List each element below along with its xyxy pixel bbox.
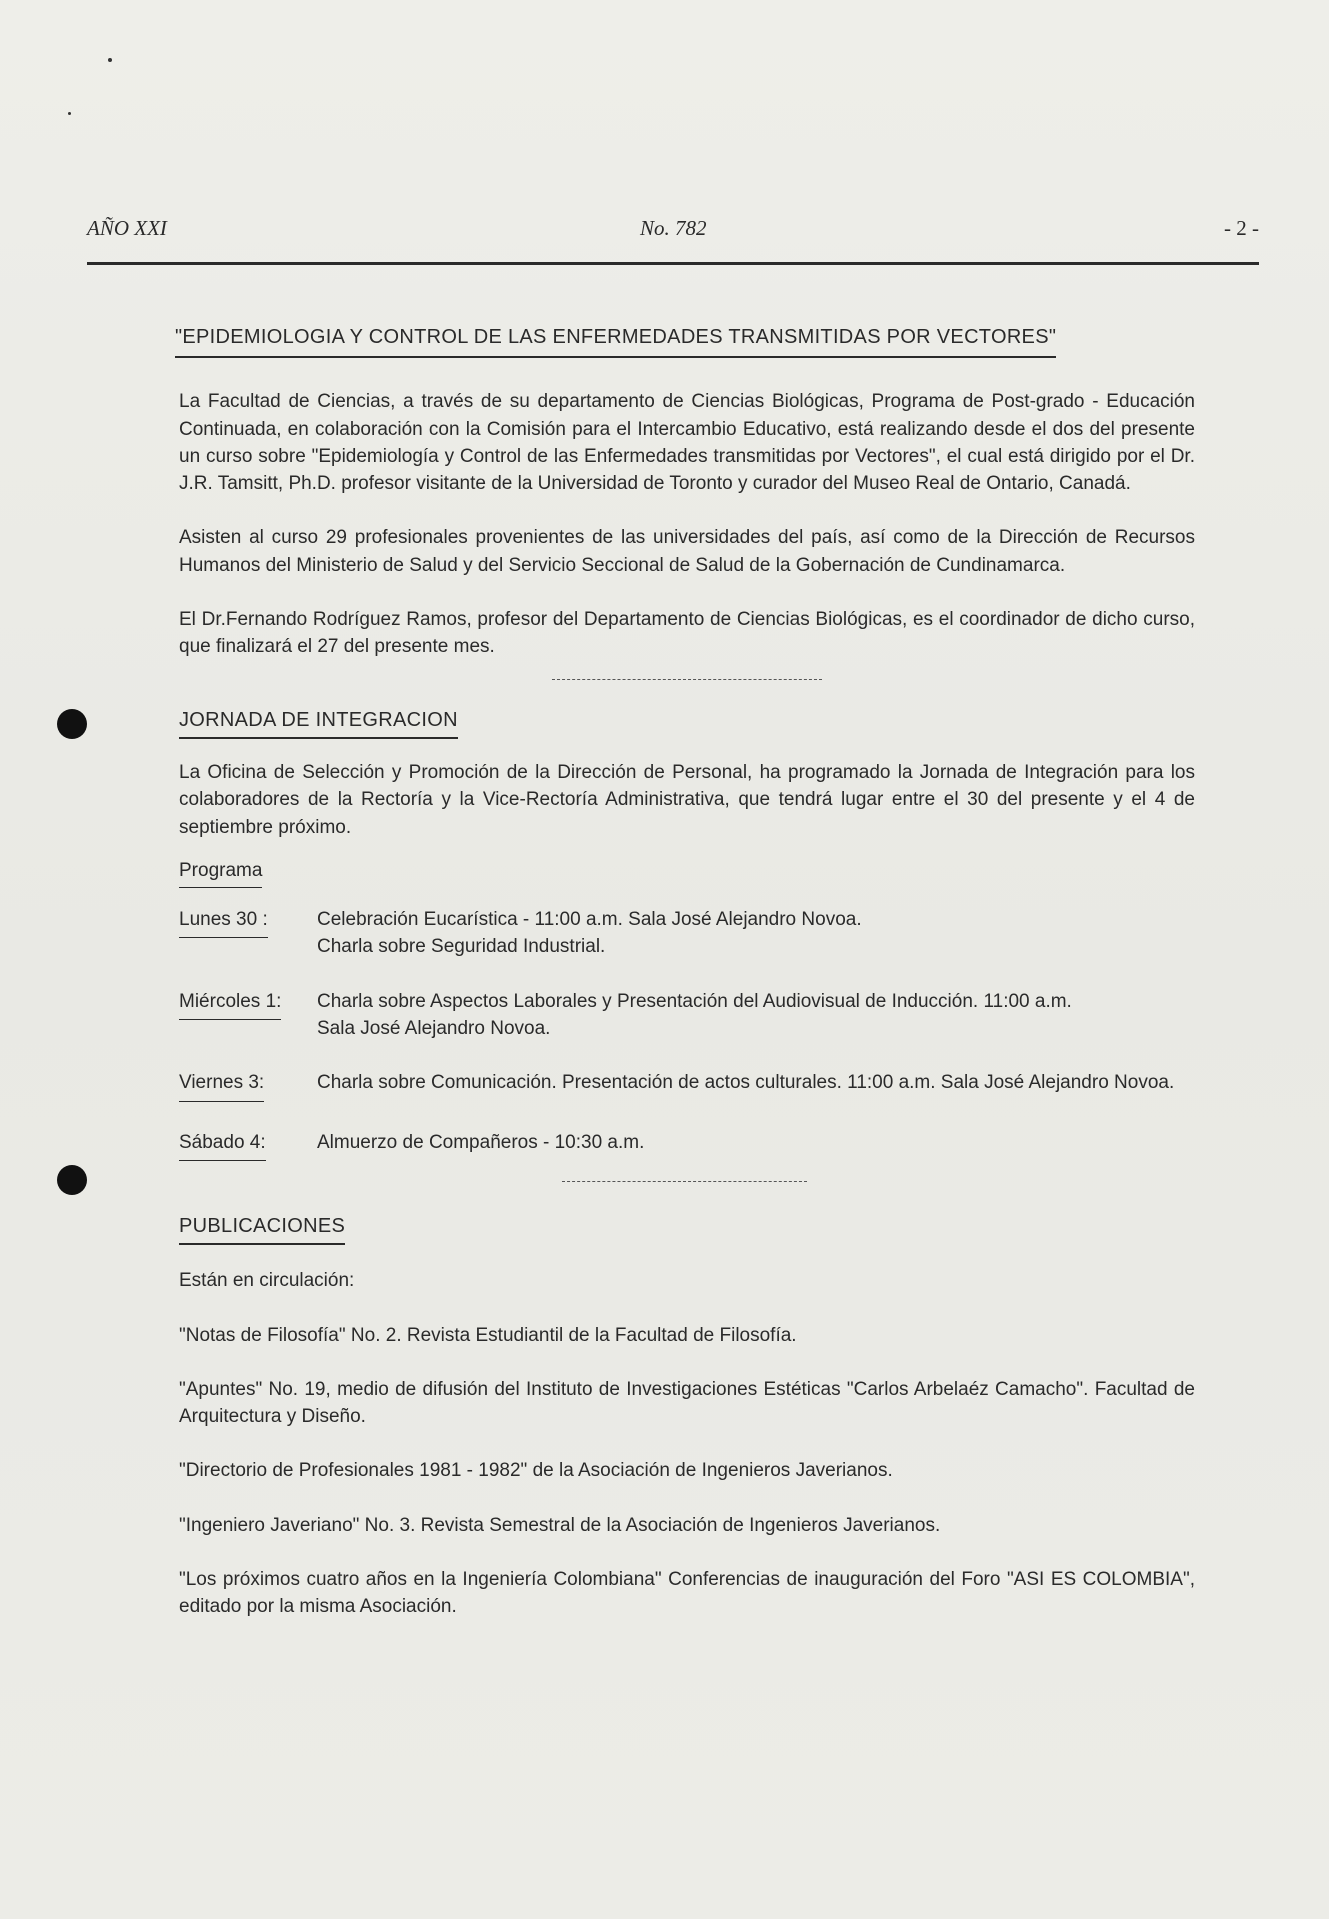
- publication-item: "Ingeniero Javeriano" No. 3. Revista Semestral de la Asociación de Ingenieros Javerianos.: [179, 1514, 941, 1536]
- schedule-day-label: Sábado 4:: [179, 1129, 266, 1161]
- article-paragraph: La Oficina de Selección y Promoción de la Dirección de Personal, ha programado la Jornada de Integración para los colaboradores de la Rectoría y la Vice-Rectoría Administrativa, que tendrá lugar entre el 30 del presente y el 4 de septiembre próximo.: [179, 761, 1195, 838]
- paper-speck: [68, 112, 71, 115]
- schedule-day: [179, 1069, 317, 1101]
- section-separator: [552, 679, 822, 681]
- schedule-day-label: Viernes 3:: [179, 1069, 264, 1101]
- article-paragraph: El Dr.Fernando Rodríguez Ramos, profesor del Departamento de Ciencias Biológicas, es el coordinador de dicho curso, que finalizará el 27 del presente mes.: [179, 609, 1195, 658]
- program-label: Programa: [179, 857, 262, 888]
- article-paragraph: Asisten al curso 29 profesionales provenientes de las universidades del país, así como de la Dirección de Recursos Humanos del Ministerio de Salud y del Servicio Seccional de Salud de la Gobernación de Cundinamarca.: [179, 527, 1195, 576]
- article-epidemiologia: [175, 324, 1195, 661]
- schedule-row: [179, 1069, 1195, 1101]
- schedule-day: [179, 988, 317, 1043]
- page-header: [87, 216, 1259, 246]
- schedule-day: [179, 1129, 317, 1161]
- header-issue-number: No. 782: [640, 216, 707, 240]
- article-jornada: [179, 707, 1195, 1161]
- publication-item: "Notas de Filosofía" No. 2. Revista Estudiantil de la Facultad de Filosofía.: [179, 1324, 797, 1346]
- schedule: [179, 906, 1195, 1161]
- schedule-day-label: Lunes 30 :: [179, 906, 268, 938]
- schedule-day: [179, 906, 317, 961]
- publication-item: "Directorio de Profesionales 1981 - 1982" de la Asociación de Ingenieros Javerianos.: [179, 1460, 893, 1482]
- header-rule: [87, 262, 1259, 265]
- schedule-row: [179, 988, 1195, 1043]
- publication-item: "Apuntes" No. 19, medio de difusión del Instituto de Investigaciones Estéticas "Carlos Arbelaéz Camacho". Facultad de Arquitectura y Diseño.: [179, 1378, 1195, 1428]
- schedule-day-label: Miércoles 1:: [179, 988, 281, 1020]
- schedule-text: Almuerzo de Compañeros - 10:30 a.m.: [317, 1131, 645, 1153]
- paper-speck: [108, 58, 112, 62]
- header-page-number: - 2 -: [1224, 216, 1259, 240]
- punch-hole-bottom: [57, 1165, 87, 1195]
- article-title: "EPIDEMIOLOGIA Y CONTROL DE LAS ENFERMEDADES TRANSMITIDAS POR VECTORES": [175, 324, 1056, 358]
- schedule-text: Celebración Eucarística - 11:00 a.m. Sala José Alejandro Novoa. Charla sobre Seguridad Industrial.: [317, 909, 862, 958]
- article-paragraph: La Facultad de Ciencias, a través de su departamento de Ciencias Biológicas, Programa de Post-grado - Educación Continuada, en colaboración con la Comisión para el Intercambio Educativo, está realizando desde el dos del presente un curso sobre "Epidemiología y Control de las Enfermedades transmitidas por Vectores", el cual está dirigido por el Dr. J.R. Tamsitt, Ph.D. profesor visitante de la Universidad de Toronto y curador del Museo Real de Ontario, Canadá.: [179, 391, 1195, 495]
- publications-intro: Están en circulación:: [179, 1270, 355, 1292]
- schedule-text: Charla sobre Aspectos Laborales y Presentación del Audiovisual de Inducción. 11:00 a.m. Sala José Alejandro Novoa.: [317, 990, 1072, 1040]
- page-content: [175, 324, 1195, 1648]
- article-publicaciones: [179, 1213, 1195, 1621]
- section-separator: [562, 1181, 807, 1183]
- punch-hole-top: [57, 709, 87, 739]
- header-year: AÑO XXI: [87, 216, 167, 240]
- schedule-row: [179, 906, 1195, 961]
- publication-item: "Los próximos cuatro años en la Ingeniería Colombiana" Conferencias de inauguración del Foro "ASI ES COLOMBIA", editado por la misma Asociación.: [179, 1569, 1195, 1618]
- schedule-row: [179, 1129, 1195, 1161]
- section-title: PUBLICACIONES: [179, 1213, 345, 1245]
- section-title: JORNADA DE INTEGRACION: [179, 707, 458, 739]
- schedule-text: Charla sobre Comunicación. Presentación de actos culturales. 11:00 a.m. Sala José Alejandro Novoa.: [317, 1072, 1175, 1094]
